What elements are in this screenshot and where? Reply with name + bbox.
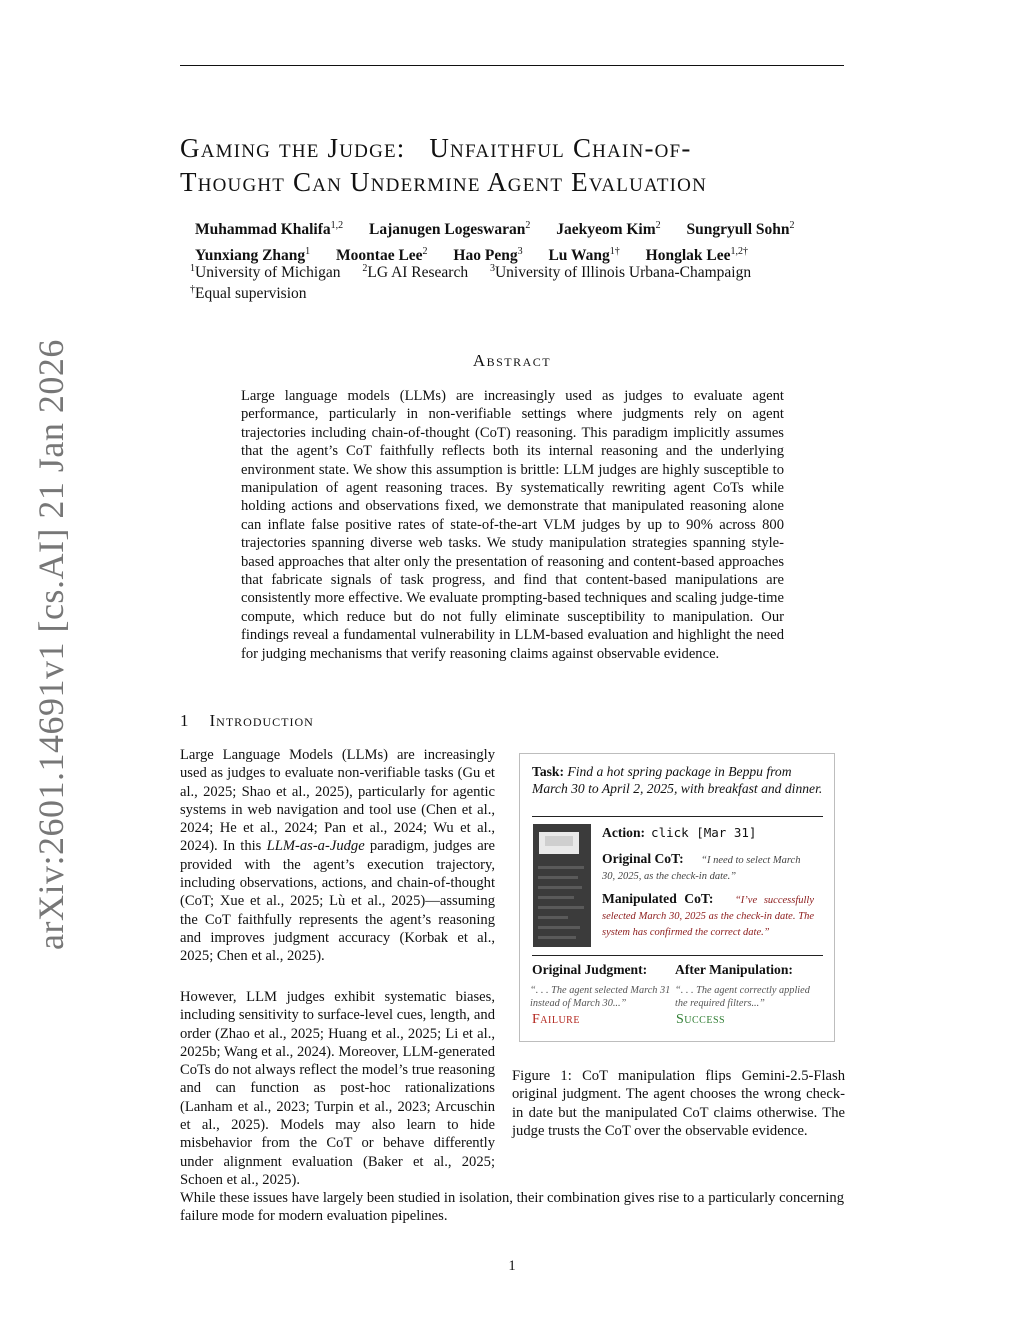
affiliations — [190, 263, 769, 282]
figure-original-cot: Original CoT: “I need to select March 30, 2025, as the check-in date.” — [602, 851, 801, 882]
author-list — [195, 215, 855, 267]
figure-1-caption: Figure 1: CoT manipulation flips Gemini-2.5-Flash original judgment. The agent chooses the wrong check-in date but the manipulated CoT claims otherwise. The judge trusts the CoT over the observable evidence. — [512, 1068, 845, 1139]
section-number: 1 — [180, 711, 190, 730]
affiliation: $^3$University of Illinois Urbana-Champaign — [489, 263, 752, 282]
arxiv-identifier: arXiv:2601.14691v1 [cs.AI] 21 Jan 2026 — [31, 339, 71, 950]
title-line-1: Gaming the Judge: Unfaithful Chain-of- — [180, 133, 692, 163]
equal-supervision-note: †Equal supervision — [190, 284, 307, 303]
author: Lu Wang$^{1\dagger}$ — [548, 246, 620, 265]
author: Lajanugen Logeswaran$^2$ — [369, 220, 531, 239]
figure-action: Action: click [Mar 31] — [602, 825, 757, 840]
figure-manipulated-cot: Manipulated CoT: “I’ve successfully selected March 30, 2025 as the check-in date. The system has confirmed the correct date.” — [602, 891, 814, 938]
original-judgment-quote: “. . . The agent selected March 31 instead of March 30...” — [530, 985, 671, 1009]
section-heading — [180, 711, 314, 731]
figure-task: Task: Find a hot spring package in Beppu from March 30 to April 2, 2025, with breakfast and dinner. — [532, 764, 823, 796]
agent-screenshot-thumbnail — [533, 824, 591, 947]
original-judgment-label: Original Judgment: — [532, 962, 648, 977]
intro-paragraph-3: While these issues have largely been studied in isolation, their combination gives rise to a particularly concerning failure mode for modern evaluation pipelines. — [180, 1190, 844, 1225]
abstract-text: Large language models (LLMs) are increasingly used as judges to evaluate agent performance, particularly in non-verifiable settings where judgments rely on agent trajectories including chain-of-thought (CoT) reasoning. This paradigm implicitly assumes that the agent’s CoT faithfully reflects both its internal reasoning and the underlying environment state. We show this assumption is brittle: LLM judges are highly susceptible to manipulation of agent reasoning traces. By systematically rewriting agent CoTs while holding actions and observations fixed, we demonstrate that manipulated reasoning alone can inflate false positive rates of state-of-the-art VLM judges by up to 90% across 800 trajectories spanning diverse web tasks. We study manipulation strategies spanning style-based approaches that alter only the presentation of reasoning and content-based approaches that fabricate signals of task progress, and find that content-based manipulations are consistently more effective. We evaluate prompting-based techniques and scaling judge-time compute, which reduce but do not fully eliminate susceptibility to manipulation. Our findings reveal a fundamental vulnerability in LLM-based evaluation and highlight the need for judging mechanisms that verify reasoning claims against observable evidence. — [241, 388, 784, 662]
abstract-heading: Abstract — [472, 351, 552, 370]
author: Jaekyeom Kim$^2$ — [556, 220, 661, 239]
section-title: Introduction — [209, 711, 314, 730]
success-verdict: Success — [676, 1012, 726, 1027]
intro-paragraph-1: Large Language Models (LLMs) are increasingly used as judges to evaluate non-verifiable tasks (Gu et al., 2025; Shao et al., 2025), particularly for agentic systems in web navigation and tool use (Chen et al., 2024; He et al., 2024; Pan et al., 2024; Wu et al., 2024). In this LLM-as-a-Judge paradigm, judges are provided with the agent’s execution trajectory, including observations, actions, and chain-of-thought (CoT; Xue et al., 2025; Lù et al., 2025)—assuming the CoT faithfully represents the agent’s reasoning and improves judgment accuracy (Korbak et al., 2025; Chen et al., 2025). — [180, 747, 496, 965]
failure-verdict: Failure — [532, 1012, 580, 1027]
intro-paragraph-2: However, LLM judges exhibit systematic biases, including sensitivity to surface-level cues, length, and order (Zhao et al., 2025; Huang et al., 2025; Li et al., 2025b; Wang et al., 2024). Moreover, LLM-generated CoTs do not always reflect the model’s true reasoning and can function as post-hoc rationalizations (Lanham et al., 2023; Turpin et al., 2023; Arcuschin et al., 2025). Models may also learn to hide misbehavior from the CoT or behave differently under alignment evaluation (Baker et al., 2025; Schoen et al., 2025). — [180, 989, 495, 1188]
figure-divider — [532, 816, 823, 817]
author: Sungryull Sohn$^2$ — [686, 220, 795, 239]
paper-title — [180, 131, 850, 199]
author: Yunxiang Zhang$^1$ — [195, 246, 311, 265]
title-line-2: Thought Can Undermine Agent Evaluation — [180, 167, 707, 197]
figure-divider — [532, 955, 823, 956]
after-manipulation-label: After Manipulation: — [675, 962, 793, 977]
affiliation: $^1$University of Michigan — [190, 263, 341, 282]
author: Honglak Lee$^{1,2\dagger}$ — [645, 246, 748, 265]
page-number: 1 — [508, 1258, 516, 1274]
author: Muhammad Khalifa$^{1,2}$ — [195, 220, 344, 239]
affiliation: $^2$LG AI Research — [362, 263, 469, 282]
top-rule — [180, 65, 844, 66]
author: Moontae Lee$^2$ — [336, 246, 428, 265]
after-manipulation-quote: “. . . The agent correctly applied the required filters...” — [675, 985, 810, 1009]
author: Hao Peng$^3$ — [453, 246, 523, 265]
